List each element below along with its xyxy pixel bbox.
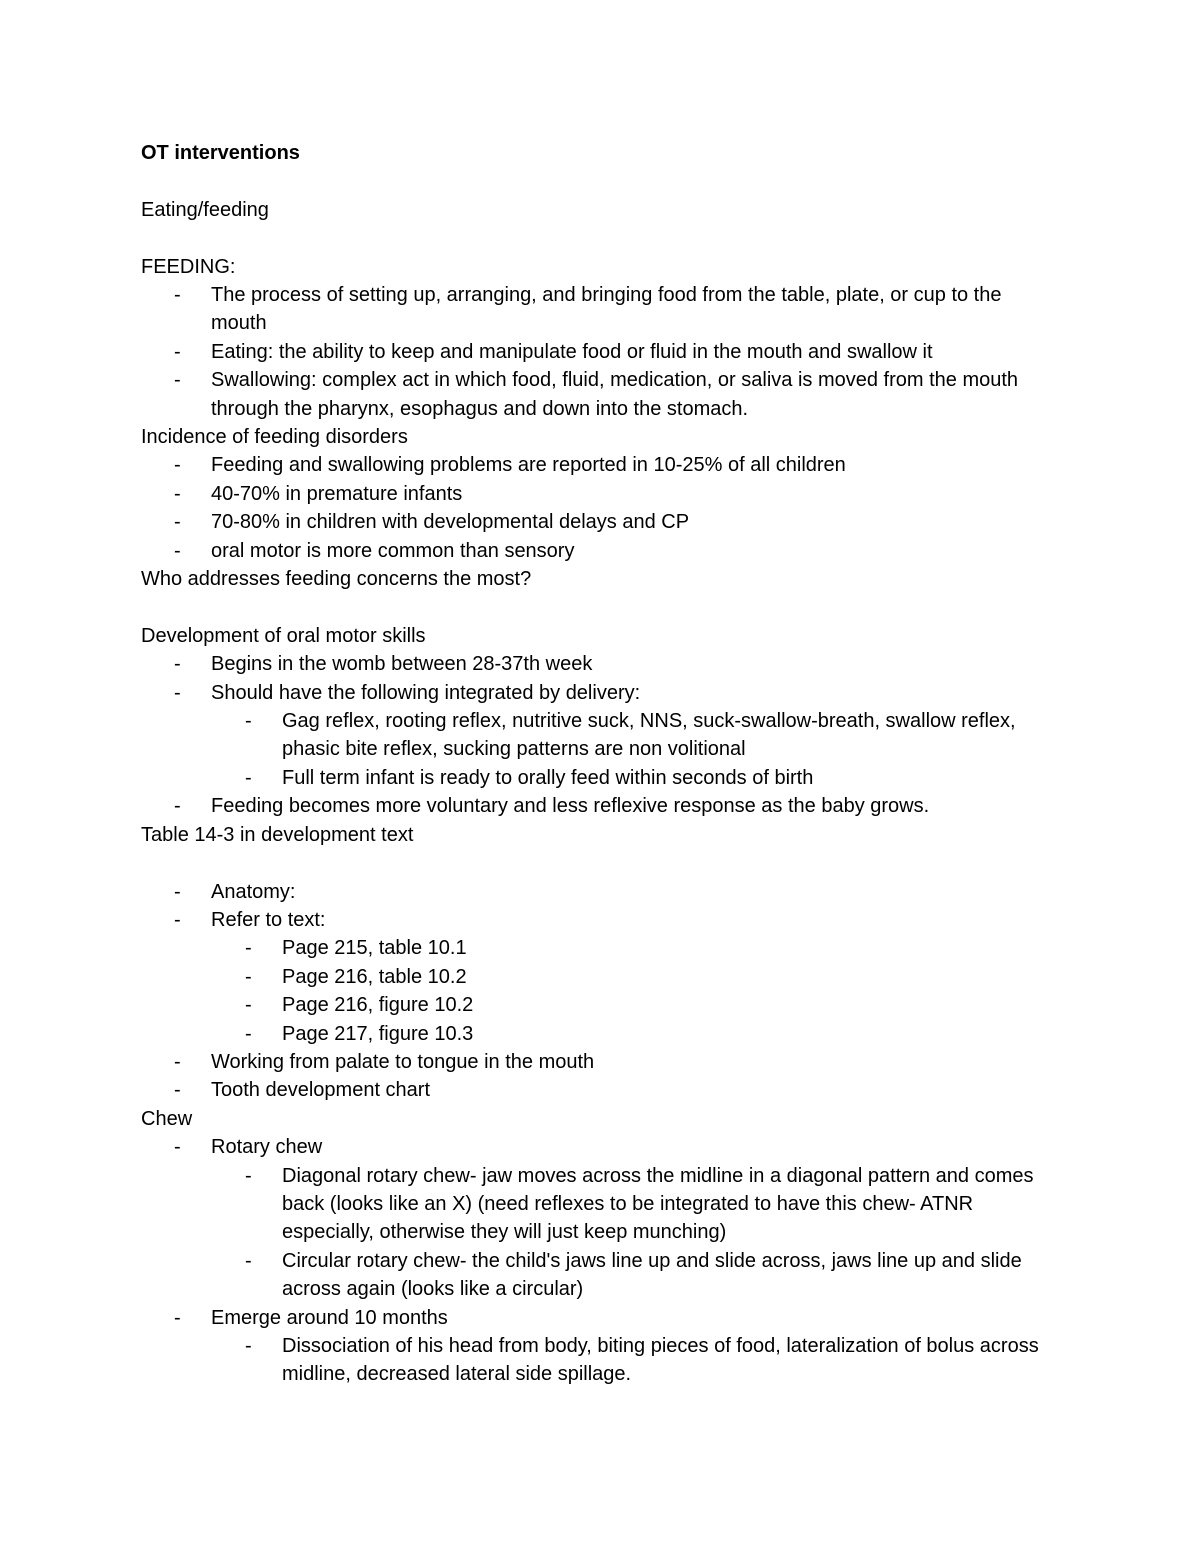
list-item-text: Tooth development chart	[211, 1079, 431, 1102]
list-item	[141, 366, 1041, 423]
chew-heading: Chew	[141, 1107, 193, 1130]
bullet-dash: -	[174, 908, 181, 931]
bullet-dash: -	[174, 1050, 181, 1073]
list-item-text: 40-70% in premature infants	[211, 482, 463, 505]
sub-list-item	[141, 991, 1041, 1019]
document-body	[141, 139, 1041, 1389]
bullet-dash: -	[174, 880, 181, 903]
bullet-dash: -	[245, 994, 252, 1017]
list-item-text: Emerge around 10 months	[211, 1306, 448, 1329]
bullet-dash: -	[245, 965, 252, 988]
bullet-dash: -	[174, 539, 181, 562]
bullet-dash: -	[174, 795, 181, 818]
development-heading: Development of oral motor skills	[141, 624, 426, 647]
sub-list-item	[141, 963, 1041, 991]
bullet-dash: -	[245, 1249, 252, 1272]
bullet-dash: -	[245, 766, 252, 789]
list-item	[141, 508, 1041, 536]
anatomy-list	[141, 878, 1041, 1105]
list-item-text: Page 217, figure 10.3	[282, 1022, 474, 1045]
list-item	[141, 679, 1041, 707]
sub-list-item	[141, 1020, 1041, 1048]
bullet-dash: -	[245, 1335, 252, 1357]
bullet-dash: -	[174, 511, 181, 534]
bullet-dash: -	[174, 482, 181, 505]
sub-list-item	[141, 1247, 1041, 1304]
list-item	[141, 878, 1041, 906]
list-item-text: Diagonal rotary chew- jaw moves across the midline in a diagonal pattern and comes back (looks like an X) (need reflexes to be integrated to have this chew- ATNR especially, otherwise they will just keep munching)	[282, 1164, 1034, 1244]
list-item-text: Refer to text:	[211, 908, 326, 931]
list-item	[141, 1076, 1041, 1104]
list-item-text: Full term infant is ready to orally feed within seconds of birth	[282, 766, 814, 789]
bullet-dash: -	[174, 1136, 181, 1159]
blank-line	[141, 224, 1041, 252]
list-item-text: The process of setting up, arranging, and bringing food from the table, plate, or cup to the mouth	[211, 284, 1002, 335]
bullet-dash: -	[245, 1164, 252, 1187]
list-item-text: Eating: the ability to keep and manipulate food or fluid in the mouth and swallow it	[211, 340, 933, 363]
feeding-list	[141, 281, 1041, 423]
list-item-text: oral motor is more common than sensory	[211, 539, 575, 562]
list-item-text: Anatomy:	[211, 880, 296, 903]
sub-list-item	[141, 1162, 1041, 1247]
bullet-dash: -	[174, 1079, 181, 1102]
bullet-dash: -	[174, 340, 181, 363]
list-item-text: Dissociation of his head from body, biting pieces of food, lateralization of bolus across midline, decreased lateral side spillage.	[282, 1335, 1039, 1386]
list-item-text: Rotary chew	[211, 1136, 323, 1159]
bullet-dash: -	[174, 454, 181, 477]
chew-list	[141, 1133, 1041, 1389]
document-subtitle: Eating/feeding	[141, 198, 269, 221]
feeding-heading: FEEDING:	[141, 255, 236, 278]
incidence-list	[141, 451, 1041, 565]
list-item	[141, 1048, 1041, 1076]
list-item-text: Should have the following integrated by delivery:	[211, 681, 641, 704]
document-title: OT interventions	[141, 142, 300, 164]
list-item	[141, 1133, 1041, 1161]
bullet-dash: -	[174, 284, 181, 306]
bullet-dash: -	[174, 681, 181, 704]
bullet-dash: -	[174, 369, 181, 392]
bullet-dash: -	[245, 1022, 252, 1045]
sub-list-item	[141, 764, 1041, 792]
blank-line	[141, 849, 1041, 877]
list-item-text: Feeding and swallowing problems are reported in 10-25% of all children	[211, 454, 846, 477]
list-item	[141, 906, 1041, 934]
list-item	[141, 537, 1041, 565]
list-item-text: 70-80% in children with developmental delays and CP	[211, 511, 690, 534]
list-item-text: Working from palate to tongue in the mouth	[211, 1050, 595, 1073]
development-list	[141, 650, 1041, 820]
list-item-text: Page 216, figure 10.2	[282, 994, 474, 1017]
sub-list-item	[141, 934, 1041, 962]
list-item-text: Begins in the womb between 28-37th week	[211, 653, 593, 676]
bullet-dash: -	[245, 937, 252, 960]
list-item	[141, 338, 1041, 366]
list-item	[141, 650, 1041, 678]
list-item-text: Feeding becomes more voluntary and less reflexive response as the baby grows.	[211, 795, 930, 818]
list-item-text: Page 216, table 10.2	[282, 965, 467, 988]
bullet-dash: -	[245, 710, 252, 733]
blank-line	[141, 167, 1041, 195]
list-item	[141, 451, 1041, 479]
list-item-text: Swallowing: complex act in which food, fluid, medication, or saliva is moved from the mouth through the pharynx, esophagus and down into the stomach.	[211, 369, 1019, 420]
list-item-text: Circular rotary chew- the child's jaws line up and slide across, jaws line up and slide across again (looks like a circular)	[282, 1249, 1022, 1301]
list-item	[141, 792, 1041, 820]
bullet-dash: -	[174, 653, 181, 676]
list-item-text: Page 215, table 10.1	[282, 937, 467, 960]
list-item-text: Gag reflex, rooting reflex, nutritive suck, NNS, suck-swallow-breath, swallow reflex, phasic bite reflex, sucking patterns are non volitional	[282, 710, 1016, 761]
blank-line	[141, 593, 1041, 621]
question-line: Who addresses feeding concerns the most?	[141, 568, 532, 591]
list-item	[141, 1304, 1041, 1332]
list-item	[141, 281, 1041, 338]
list-item	[141, 480, 1041, 508]
incidence-heading: Incidence of feeding disorders	[141, 426, 408, 449]
bullet-dash: -	[174, 1306, 181, 1329]
sub-list-item	[141, 707, 1041, 764]
table-reference: Table 14-3 in development text	[141, 823, 414, 846]
sub-list-item	[141, 1332, 1041, 1389]
